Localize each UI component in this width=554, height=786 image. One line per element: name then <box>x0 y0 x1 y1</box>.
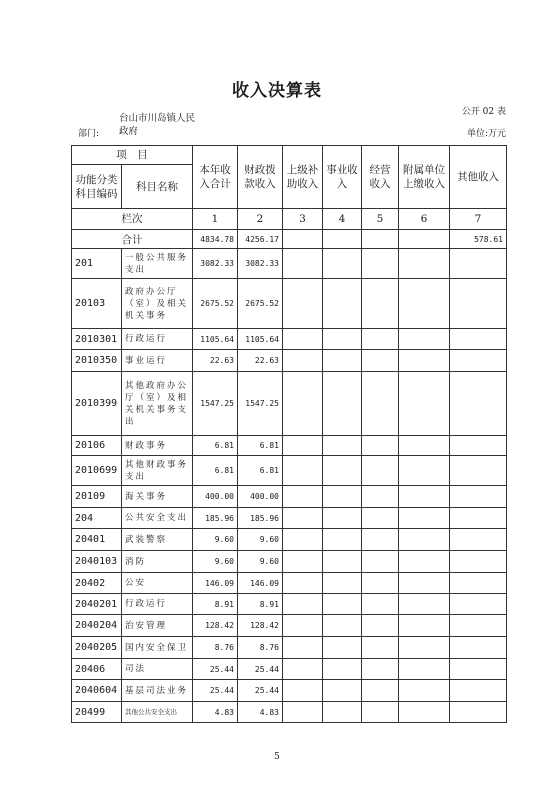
row-business <box>323 594 362 615</box>
row-upper <box>283 350 323 372</box>
row-affiliated <box>399 436 450 456</box>
row-affiliated <box>399 551 450 573</box>
row-affiliated <box>399 486 450 508</box>
row-operation <box>362 350 399 372</box>
row-other <box>450 436 507 456</box>
row-name: 公安 <box>122 573 193 594</box>
row-name: 行政运行 <box>122 329 193 350</box>
row-business <box>323 329 362 350</box>
row-name: 一般公共服务支出 <box>122 249 193 279</box>
row-other <box>450 529 507 551</box>
row-other <box>450 329 507 350</box>
total-row-other: 578.61 <box>450 230 507 249</box>
row-code: 2040205 <box>72 637 122 659</box>
row-name: 其他政府办公厅（室）及相关机关事务支出 <box>122 372 193 436</box>
row-code: 20401 <box>72 529 122 551</box>
row-total: 1105.64 <box>193 329 238 350</box>
row-fiscal: 25.44 <box>238 680 283 702</box>
row-operation <box>362 279 399 329</box>
row-total: 185.96 <box>193 508 238 529</box>
header-total: 本年收入合计 <box>193 146 238 209</box>
row-fiscal: 22.63 <box>238 350 283 372</box>
row-code: 2010350 <box>72 350 122 372</box>
page-number: 5 <box>274 752 280 762</box>
table-row <box>72 372 507 436</box>
table-row <box>72 615 507 637</box>
department-label: 部门: <box>78 129 100 139</box>
row-upper <box>283 659 323 680</box>
row-business <box>323 436 362 456</box>
table-row <box>72 350 507 372</box>
row-fiscal: 8.76 <box>238 637 283 659</box>
row-other <box>450 594 507 615</box>
row-affiliated <box>399 573 450 594</box>
row-total: 6.81 <box>193 456 238 486</box>
row-fiscal: 4.83 <box>238 702 283 723</box>
header-affiliated: 附属单位上缴收入 <box>399 146 450 209</box>
row-code: 20106 <box>72 436 122 456</box>
table-row <box>72 551 507 573</box>
unit-label: 单位:万元 <box>466 129 506 139</box>
row-affiliated <box>399 329 450 350</box>
column-index: 4 <box>323 209 362 230</box>
row-business <box>323 249 362 279</box>
column-index-label: 栏次 <box>72 209 193 230</box>
row-fiscal: 6.81 <box>238 436 283 456</box>
row-code: 20109 <box>72 486 122 508</box>
row-upper <box>283 436 323 456</box>
row-other <box>450 551 507 573</box>
form-number: 公开 02 表 <box>461 107 506 117</box>
table-row <box>72 529 507 551</box>
row-business <box>323 486 362 508</box>
row-code: 2040604 <box>72 680 122 702</box>
total-row-label: 合计 <box>72 230 193 249</box>
row-business <box>323 372 362 436</box>
table-row <box>72 279 507 329</box>
table-row <box>72 456 507 486</box>
row-other <box>450 350 507 372</box>
row-code: 2040201 <box>72 594 122 615</box>
table-row <box>72 637 507 659</box>
row-total: 22.63 <box>193 350 238 372</box>
header-code: 功能分类科目编码 <box>72 165 122 209</box>
column-index: 1 <box>193 209 238 230</box>
row-operation <box>362 637 399 659</box>
row-code: 2040103 <box>72 551 122 573</box>
row-operation <box>362 680 399 702</box>
row-name: 事业运行 <box>122 350 193 372</box>
row-operation <box>362 456 399 486</box>
row-name: 消防 <box>122 551 193 573</box>
table-row <box>72 329 507 350</box>
header-other: 其他收入 <box>450 146 507 209</box>
row-business <box>323 350 362 372</box>
row-total: 6.81 <box>193 436 238 456</box>
row-upper <box>283 637 323 659</box>
row-upper <box>283 372 323 436</box>
row-other <box>450 279 507 329</box>
row-name: 治安管理 <box>122 615 193 637</box>
header-fiscal: 财政拨款收入 <box>238 146 283 209</box>
row-fiscal: 400.00 <box>238 486 283 508</box>
row-affiliated <box>399 372 450 436</box>
row-upper <box>283 529 323 551</box>
row-total: 9.60 <box>193 551 238 573</box>
row-fiscal: 8.91 <box>238 594 283 615</box>
row-operation <box>362 659 399 680</box>
row-operation <box>362 372 399 436</box>
table-row <box>72 436 507 456</box>
row-name: 基层司法业务 <box>122 680 193 702</box>
row-affiliated <box>399 350 450 372</box>
row-business <box>323 615 362 637</box>
row-name: 武装警察 <box>122 529 193 551</box>
row-fiscal: 185.96 <box>238 508 283 529</box>
column-index: 5 <box>362 209 399 230</box>
row-business <box>323 680 362 702</box>
row-other <box>450 486 507 508</box>
row-upper <box>283 573 323 594</box>
row-operation <box>362 436 399 456</box>
row-fiscal: 2675.52 <box>238 279 283 329</box>
row-upper <box>283 329 323 350</box>
row-affiliated <box>399 702 450 723</box>
column-index: 6 <box>399 209 450 230</box>
row-name: 财政事务 <box>122 436 193 456</box>
row-affiliated <box>399 279 450 329</box>
row-other <box>450 680 507 702</box>
row-business <box>323 279 362 329</box>
row-affiliated <box>399 456 450 486</box>
row-affiliated <box>399 615 450 637</box>
row-fiscal: 146.09 <box>238 573 283 594</box>
row-business <box>323 702 362 723</box>
table-row <box>72 594 507 615</box>
row-fiscal: 25.44 <box>238 659 283 680</box>
row-business <box>323 573 362 594</box>
row-upper <box>283 594 323 615</box>
row-code: 20402 <box>72 573 122 594</box>
row-operation <box>362 486 399 508</box>
row-business <box>323 456 362 486</box>
row-code: 2010399 <box>72 372 122 436</box>
row-code: 2040204 <box>72 615 122 637</box>
row-name: 政府办公厅（室）及相关机关事务 <box>122 279 193 329</box>
row-upper <box>283 702 323 723</box>
row-operation <box>362 508 399 529</box>
row-name: 其他财政事务支出 <box>122 456 193 486</box>
row-business <box>323 508 362 529</box>
row-operation <box>362 529 399 551</box>
row-fiscal: 1547.25 <box>238 372 283 436</box>
row-operation <box>362 594 399 615</box>
row-name: 国内安全保卫 <box>122 637 193 659</box>
row-affiliated <box>399 659 450 680</box>
row-other <box>450 508 507 529</box>
income-table <box>71 145 507 723</box>
header-name: 科目名称 <box>122 165 193 209</box>
page-title: 收入决算表 <box>232 81 322 101</box>
row-operation <box>362 329 399 350</box>
column-index: 7 <box>450 209 507 230</box>
row-code: 20406 <box>72 659 122 680</box>
row-total: 1547.25 <box>193 372 238 436</box>
column-index: 2 <box>238 209 283 230</box>
row-code: 20103 <box>72 279 122 329</box>
table-row <box>72 508 507 529</box>
row-total: 4.83 <box>193 702 238 723</box>
row-business <box>323 637 362 659</box>
table-row <box>72 249 507 279</box>
row-operation <box>362 551 399 573</box>
row-upper <box>283 456 323 486</box>
row-total: 25.44 <box>193 680 238 702</box>
row-name: 司法 <box>122 659 193 680</box>
header-business: 事业收入 <box>323 146 362 209</box>
row-affiliated <box>399 249 450 279</box>
row-code: 201 <box>72 249 122 279</box>
table-row <box>72 486 507 508</box>
row-other <box>450 659 507 680</box>
row-name: 海关事务 <box>122 486 193 508</box>
row-other <box>450 637 507 659</box>
header-upper: 上级补助收入 <box>283 146 323 209</box>
row-affiliated <box>399 594 450 615</box>
header-item: 项 目 <box>72 146 193 165</box>
row-total: 8.76 <box>193 637 238 659</box>
row-upper <box>283 508 323 529</box>
row-affiliated <box>399 529 450 551</box>
row-total: 128.42 <box>193 615 238 637</box>
row-total: 400.00 <box>193 486 238 508</box>
row-total: 9.60 <box>193 529 238 551</box>
row-other <box>450 372 507 436</box>
row-upper <box>283 615 323 637</box>
row-total: 3082.33 <box>193 249 238 279</box>
row-fiscal: 9.60 <box>238 529 283 551</box>
row-code: 20499 <box>72 702 122 723</box>
row-fiscal: 128.42 <box>238 615 283 637</box>
row-affiliated <box>399 680 450 702</box>
table-row <box>72 702 507 723</box>
column-index: 3 <box>283 209 323 230</box>
table-row <box>72 573 507 594</box>
row-fiscal: 6.81 <box>238 456 283 486</box>
row-total: 8.91 <box>193 594 238 615</box>
row-upper <box>283 249 323 279</box>
row-name: 公共安全支出 <box>122 508 193 529</box>
row-other <box>450 249 507 279</box>
row-other <box>450 456 507 486</box>
total-row-total: 4834.78 <box>193 230 238 249</box>
table-row <box>72 680 507 702</box>
row-upper <box>283 486 323 508</box>
row-fiscal: 1105.64 <box>238 329 283 350</box>
row-total: 2675.52 <box>193 279 238 329</box>
row-upper <box>283 551 323 573</box>
row-fiscal: 3082.33 <box>238 249 283 279</box>
total-row-fiscal: 4256.17 <box>238 230 283 249</box>
row-operation <box>362 702 399 723</box>
row-code: 2010699 <box>72 456 122 486</box>
row-business <box>323 659 362 680</box>
row-other <box>450 573 507 594</box>
row-other <box>450 615 507 637</box>
row-total: 25.44 <box>193 659 238 680</box>
row-business <box>323 529 362 551</box>
row-upper <box>283 680 323 702</box>
row-code: 2010301 <box>72 329 122 350</box>
header-operation: 经营收入 <box>362 146 399 209</box>
row-operation <box>362 615 399 637</box>
row-other <box>450 702 507 723</box>
row-code: 204 <box>72 508 122 529</box>
row-total: 146.09 <box>193 573 238 594</box>
row-business <box>323 551 362 573</box>
row-operation <box>362 573 399 594</box>
row-affiliated <box>399 508 450 529</box>
department-name: 台山市川岛镇人民政府 <box>119 113 196 137</box>
row-name: 其他公共安全支出 <box>122 702 193 723</box>
table-row <box>72 659 507 680</box>
row-fiscal: 9.60 <box>238 551 283 573</box>
row-upper <box>283 279 323 329</box>
row-name: 行政运行 <box>122 594 193 615</box>
row-operation <box>362 249 399 279</box>
row-affiliated <box>399 637 450 659</box>
